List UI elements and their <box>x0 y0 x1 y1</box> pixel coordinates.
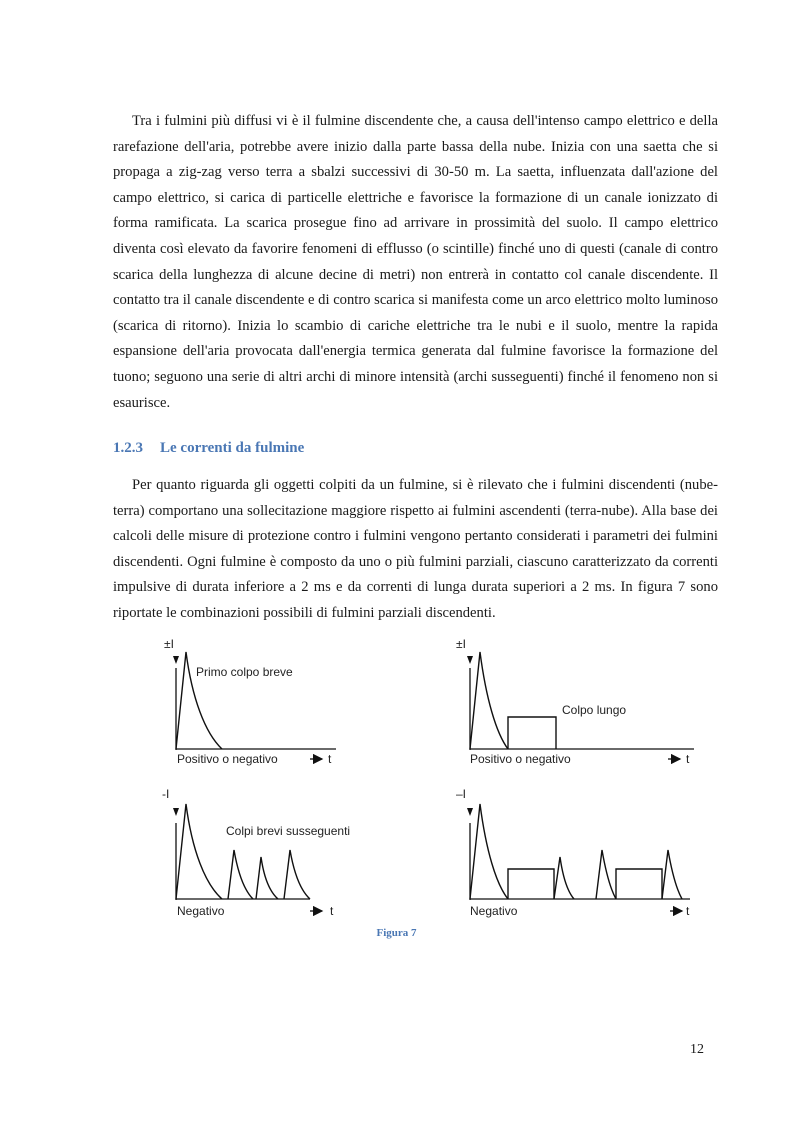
long-stroke-block <box>508 717 556 749</box>
y-axis-arrow <box>173 656 179 664</box>
y-axis-arrow <box>173 808 179 816</box>
long-stroke-block-2 <box>616 869 662 899</box>
long-stroke-block-1 <box>508 869 554 899</box>
paragraph-section: Per quanto riguarda gli oggetti colpiti da un fulmine, si è rilevato che i fulmini discendenti (nube-terra) comportano una sollecitazione maggiore rispetto ai fulmini ascendenti (terra-nube). Alla base dei calcoli delle misure di protezione contro i fulmini vengono pertanto considerati i parametri dei fulmini discendenti. Ogni fulmine è composto da uno o più fulmini parziali, ciascuno caratterizzato da correnti impulsive di durata inferiore a 2 ms e da correnti di lunga durata superiori a 2 ms. In figura 7 sono riportate le combinazioni possibili di fulmini parziali discendenti. <box>113 477 718 621</box>
subsequent-impulse-3 <box>662 850 682 899</box>
figure-diagram <box>150 628 710 923</box>
subsequent-impulse-3 <box>284 850 310 899</box>
section-title: Le correnti da fulmine <box>160 440 305 456</box>
y-axis-arrow <box>467 656 473 664</box>
figure-caption: Figura 7 <box>376 927 417 939</box>
y-axis-label: -I <box>162 787 170 801</box>
y-axis-label: –I <box>456 787 467 801</box>
y-axis-label: ±I <box>456 637 466 651</box>
section-heading <box>113 440 304 457</box>
subsequent-impulse-2 <box>256 857 278 899</box>
time-label: t <box>686 752 690 766</box>
x-axis-label: Negativo <box>470 904 518 918</box>
y-axis-arrow <box>467 808 473 816</box>
subsequent-impulse-1 <box>554 857 574 899</box>
annotation-label: Primo colpo breve <box>196 665 293 679</box>
section-number: 1.2.3 <box>113 440 143 456</box>
x-axis-label: Positivo o negativo <box>470 752 571 766</box>
impulse-curve <box>470 652 508 749</box>
y-axis-label: ±I <box>164 637 174 651</box>
annotation-label: Colpo lungo <box>562 703 627 717</box>
time-label: t <box>328 752 332 766</box>
time-label: t <box>686 904 690 918</box>
subsequent-impulse-1 <box>228 850 253 899</box>
annotation-label: Colpi brevi susseguenti <box>226 824 351 838</box>
figure-7 <box>150 628 710 928</box>
panel-combined-strokes <box>456 787 690 918</box>
time-label: t <box>330 904 334 918</box>
impulse-curve <box>176 804 222 899</box>
paragraph-intro: Tra i fulmini più diffusi vi è il fulmine discendente che, a causa dell'intenso campo elettrico e della rarefazione dell'aria, potrebbe avere inizio dalla parte bassa della nube. Inizia con una saetta che si propaga a zig-zag verso terra a sbalzi successivi di 30-50 m. La saetta, influenzata dall'azione del campo elettrico, si carica di particelle elettriche e favorisce la formazione di un canale ionizzato di forma ramificata. La scarica prosegue fino ad arrivare in prossimità del suolo. Il campo elettrico diventa così elevato da favorire fenomeni di efflusso (o scintille) finché uno di questi (canale di contro scarica della lunghezza di alcune decine di metri) non entrerà in contatto col canale discendente. Il contatto tra il canale discendente e di contro scarica si manifesta come un arco elettrico molto luminoso (scarica di ritorno). Inizia lo scambio di cariche elettriche tra le nubi e il suolo, mentre la rapida espansione dell'aria provocata dall'energia termica generata dal fulmine favorisce la formazione del tuono; seguono una serie di altri archi di minore intensità (archi susseguenti) finché il fenomeno non si esaurisce. <box>113 113 718 411</box>
subsequent-impulse-2 <box>596 850 616 899</box>
x-axis-label: Positivo o negativo <box>177 752 278 766</box>
panel-first-short-stroke <box>164 637 336 766</box>
x-axis-label: Negativo <box>177 904 225 918</box>
panel-long-stroke <box>456 637 694 766</box>
page-number: 12 <box>690 1042 704 1057</box>
impulse-curve <box>470 804 508 899</box>
panel-subsequent-short-strokes <box>162 787 350 918</box>
